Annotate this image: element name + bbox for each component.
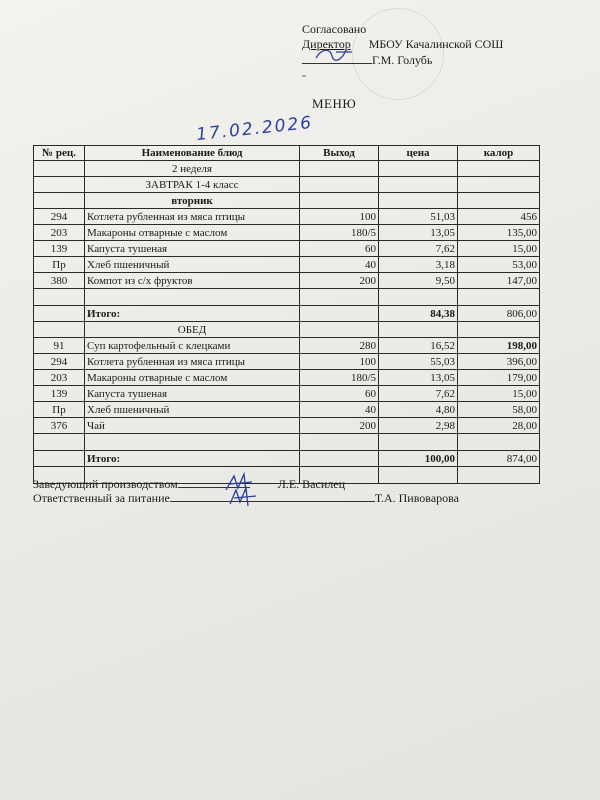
breakfast-total-row [34,306,540,322]
day-label: вторник [85,193,300,209]
total-price: 100,00 [379,451,458,467]
empty-row [34,289,540,306]
recipe-no: Пр [34,402,85,418]
calories: 15,00 [458,386,540,402]
page-title: МЕНЮ [312,96,357,111]
table-row [34,209,540,225]
dash-mark: - [302,68,306,82]
portion: 60 [300,386,379,402]
dish-name: Компот из с/х фруктов [85,273,300,289]
price: 2,98 [379,418,458,434]
portion: 200 [300,418,379,434]
director-label: Директор [302,37,351,51]
dish-name: Макароны отварные с маслом [85,225,300,241]
portion: 200 [300,273,379,289]
portion: 180/5 [300,225,379,241]
calories: 53,00 [458,257,540,273]
total-calories: 806,00 [458,306,540,322]
price: 13,05 [379,370,458,386]
recipe-no: 294 [34,354,85,370]
price: 7,62 [379,386,458,402]
price: 3,18 [379,257,458,273]
table-row [34,418,540,434]
col-header-price: цена [379,146,458,161]
table-row [34,402,540,418]
director-name: Г.М. Голубь [372,53,433,67]
menu-table [33,145,540,484]
portion: 280 [300,338,379,354]
table-row [34,257,540,273]
handwritten-date: 17.02.2026 [195,112,315,146]
director-sign-row [302,52,503,68]
dish-name: Котлета рубленная из мяса птицы [85,354,300,370]
day-row [34,193,540,209]
lunch-total-row [34,451,540,467]
dish-name: Макароны отварные с маслом [85,370,300,386]
calories: 198,00 [458,338,540,354]
dish-name: Суп картофельный с клецками [85,338,300,354]
col-header-recipe-no: № рец. [34,146,85,161]
table-row [34,386,540,402]
production-head-name: Л.Е. Василец [277,477,345,491]
total-calories: 874,00 [458,451,540,467]
calories: 456 [458,209,540,225]
breakfast-title: ЗАВТРАК 1-4 класс [85,177,300,193]
price: 51,03 [379,209,458,225]
responsible-signature-line [170,490,375,502]
recipe-no: 380 [34,273,85,289]
table-row [34,370,540,386]
responsible-name: Т.А. Пивоварова [374,491,459,505]
lunch-title-row [34,322,540,338]
total-price: 84,38 [379,306,458,322]
price: 16,52 [379,338,458,354]
dish-name: Капуста тушеная [85,241,300,257]
table-row [34,354,540,370]
calories: 135,00 [458,225,540,241]
total-label: Итого: [85,306,300,322]
portion: 100 [300,354,379,370]
total-label: Итого: [85,451,300,467]
col-header-portion: Выход [300,146,379,161]
director-signature-line [302,52,372,64]
school-name: МБОУ Качалинской СОШ [368,37,504,51]
table-row [34,241,540,257]
calories: 28,00 [458,418,540,434]
calories: 147,00 [458,273,540,289]
calories: 15,00 [458,241,540,257]
responsible-signature [224,482,264,512]
table-row [34,225,540,241]
dish-name: Хлеб пшеничный [85,402,300,418]
calories: 58,00 [458,402,540,418]
dish-name: Чай [85,418,300,434]
price: 13,05 [379,225,458,241]
recipe-no: 376 [34,418,85,434]
portion: 40 [300,257,379,273]
col-header-calories: калор [458,146,540,161]
dish-name: Котлета рубленная из мяса птицы [85,209,300,225]
empty-row [34,434,540,451]
col-header-dish-name: Наименование блюд [85,146,300,161]
director-signature [312,46,382,62]
dish-name: Хлеб пшеничный [85,257,300,273]
portion: 60 [300,241,379,257]
price: 7,62 [379,241,458,257]
calories: 179,00 [458,370,540,386]
table-header-row [34,146,540,161]
price: 9,50 [379,273,458,289]
table-row [34,338,540,354]
recipe-no: 294 [34,209,85,225]
production-head-label: Заведующий производством [33,477,178,491]
calories: 396,00 [458,354,540,370]
approved-label: Согласовано [302,22,367,36]
price: 4,80 [379,402,458,418]
recipe-no: 139 [34,386,85,402]
recipe-no: 91 [34,338,85,354]
recipe-no: 203 [34,225,85,241]
table-row [34,273,540,289]
week-row [34,161,540,177]
portion: 100 [300,209,379,225]
lunch-title: ОБЕД [85,322,300,338]
recipe-no: Пр [34,257,85,273]
recipe-no: 139 [34,241,85,257]
portion: 40 [300,402,379,418]
price: 55,03 [379,354,458,370]
dish-name: Капуста тушеная [85,386,300,402]
recipe-no: 203 [34,370,85,386]
responsible-label: Ответственный за питание [33,491,170,505]
approval-block [302,22,503,83]
week-label: 2 неделя [85,161,300,177]
portion: 180/5 [300,370,379,386]
breakfast-title-row [34,177,540,193]
